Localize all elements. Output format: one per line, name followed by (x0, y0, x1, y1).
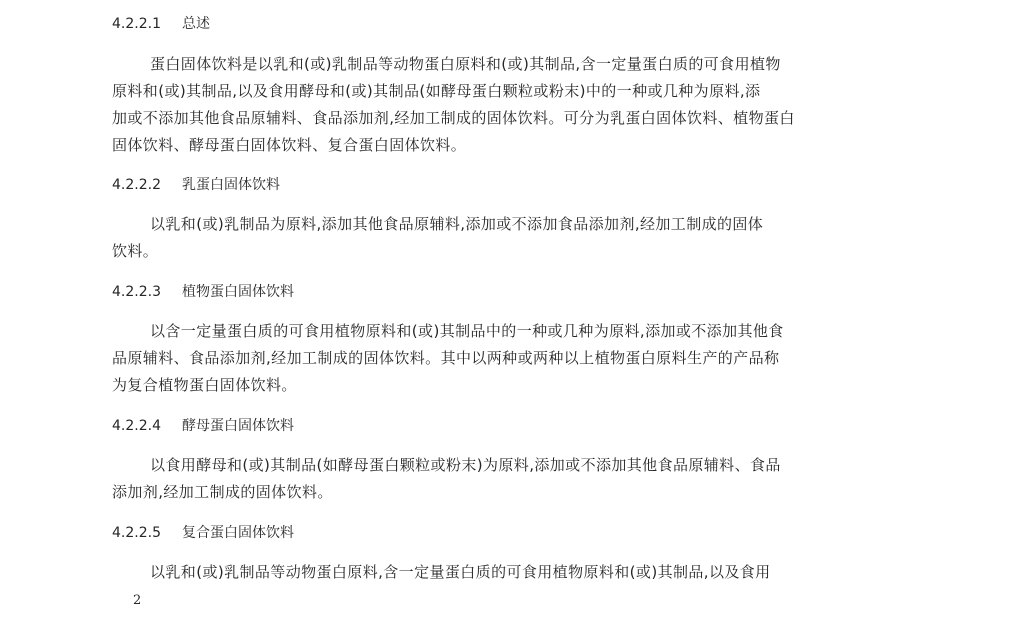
section-title: 复合蛋白固体饮料 (182, 525, 294, 541)
paragraph-line: 以乳和(或)乳制品为原料,添加其他食品原辅料,添加或不添加食品添加剂,经加工制成的固体 (150, 215, 764, 233)
section-paragraph-4-2-2-3 (112, 318, 904, 399)
section-heading-4-2-2-2 (112, 175, 280, 195)
section-paragraph-4-2-2-4 (112, 452, 904, 506)
section-paragraph-4-2-2-5 (112, 559, 904, 586)
section-number: 4.2.2.1 (112, 16, 161, 32)
section-title: 总述 (182, 16, 210, 32)
paragraph-line: 原料和(或)其制品,以及食用酵母和(或)其制品(如酵母蛋白颗粒或粉末)中的一种或几种为原料,添 (112, 82, 761, 100)
section-number: 4.2.2.5 (112, 525, 161, 541)
section-title: 酵母蛋白固体饮料 (182, 418, 294, 434)
paragraph-line: 以食用酵母和(或)其制品(如酵母蛋白颗粒或粉末)为原料,添加或不添加其他食品原辅料、食品 (150, 456, 781, 474)
paragraph-line: 蛋白固体饮料是以乳和(或)乳制品等动物蛋白原料和(或)其制品,含一定量蛋白质的可食用植物 (150, 55, 781, 73)
section-number: 4.2.2.2 (112, 177, 161, 193)
paragraph-line: 添加剂,经加工制成的固体饮料。 (112, 483, 333, 501)
paragraph-line: 以含一定量蛋白质的可食用植物原料和(或)其制品中的一种或几种为原料,添加或不添加其他食 (150, 322, 784, 340)
section-paragraph-4-2-2-2 (112, 211, 904, 265)
paragraph-line: 加或不添加其他食品原辅料、食品添加剂,经加工制成的固体饮料。可分为乳蛋白固体饮料、植物蛋白 (112, 109, 795, 127)
section-title: 乳蛋白固体饮料 (182, 177, 280, 193)
section-heading-4-2-2-5 (112, 523, 294, 543)
section-title: 植物蛋白固体饮料 (182, 284, 294, 300)
paragraph-line: 品原辅料、食品添加剂,经加工制成的固体饮料。其中以两种或两种以上植物蛋白原料生产的产品称 (112, 349, 780, 367)
section-number: 4.2.2.4 (112, 418, 161, 434)
paragraph-line: 饮料。 (112, 242, 159, 260)
paragraph-line: 固体饮料、酵母蛋白固体饮料、复合蛋白固体饮料。 (112, 136, 467, 154)
section-heading-4-2-2-3 (112, 282, 294, 302)
section-number: 4.2.2.3 (112, 284, 161, 300)
section-heading-4-2-2-4 (112, 416, 294, 436)
section-heading-4-2-2-1 (112, 14, 210, 34)
page-number: 2 (133, 593, 142, 608)
paragraph-line: 为复合植物蛋白固体饮料。 (112, 376, 297, 394)
section-paragraph-4-2-2-1 (112, 51, 904, 159)
paragraph-line: 以乳和(或)乳制品等动物蛋白原料,含一定量蛋白质的可食用植物原料和(或)其制品,以及食用 (150, 563, 771, 581)
